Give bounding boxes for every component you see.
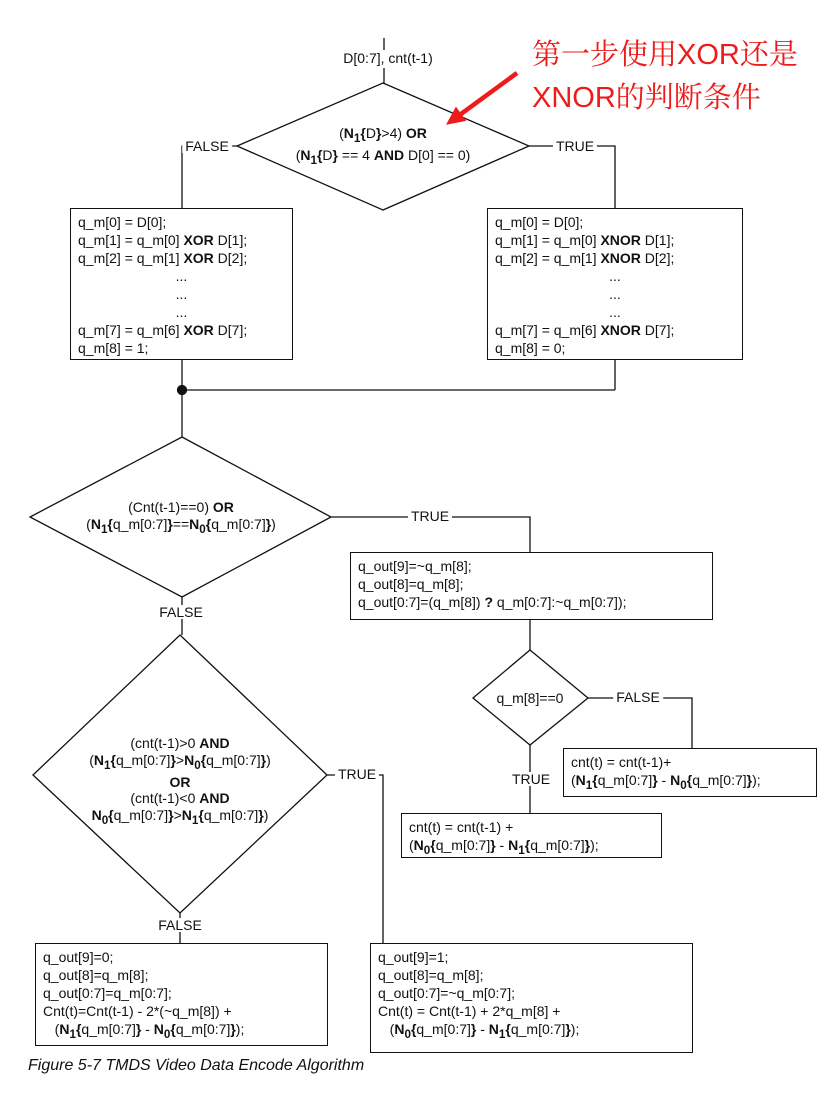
final-true-box: q_out[9]=1; q_out[8]=q_m[8]; q_out[0:7]=~q_m[0:7]; Cnt(t) = Cnt(t-1) + 2*q_m[8] + ($N_0\{q\_m[0:7]\}$ - $N_1\{q\_m[0:7]\}$); (370, 943, 693, 1053)
cnt-false-box: cnt(t) = cnt(t-1)+ ($N_1\{q\_m[0:7]\}$ - $N_0\{q\_m[0:7]\}$); (563, 748, 817, 797)
decision-1-text: $(N_1\{D\}>4)$ OR ($N_1\{D\} == 4$ AND D[0] == 0) (295, 125, 471, 168)
decision-1-true-connector (529, 146, 615, 208)
branch-label-true-3: TRUE (509, 772, 553, 786)
xor-box: q_m[0] = D[0]; q_m[1] = q_m[0] XOR D[1]; q_m[2] = q_m[1] XOR D[2]; ... ... ... q_m[7] = q_m[6] XOR D[7]; q_m[8] = 1; (70, 208, 293, 360)
branch-label-false-1: FALSE (182, 139, 232, 153)
branch-label-false-2: FALSE (156, 605, 206, 619)
annotation-line-2: XNOR的判断条件 (532, 82, 761, 114)
annotation-arrow-icon (447, 73, 517, 124)
annotation-line-1: 第一步使用XOR还是 (532, 39, 798, 71)
branch-label-true-2: TRUE (408, 509, 452, 523)
input-label: D[0:7], cnt(t-1) (343, 50, 433, 66)
xnor-box: q_m[0] = D[0]; q_m[1] = q_m[0] XNOR D[1]; q_m[2] = q_m[1] XNOR D[2]; ... ... ... q_m[7] = q_m[6] XNOR D[7]; q_m[8] = 0; (487, 208, 743, 360)
decision-2-text: (Cnt(t-1)==0) OR $(N_1\{q\_m[0:7]\}==N_0\{q\_m[0:7]\})$ (86, 499, 276, 536)
branch-label-true-4: TRUE (335, 767, 379, 781)
branch-label-false-3: FALSE (613, 690, 663, 704)
figure-caption: Figure 5-7 TMDS Video Data Encode Algorithm (28, 1057, 365, 1074)
decision-4-text: (cnt(t-1)>0 AND $(N_1\{q\_m[0:7]\}>N_0\{q\_m[0:7]\})$ OR (cnt(t-1)<0 AND $N_0\{q\_m[0:7]\}>N_1\{q\_m[0:7]\}$) (89, 735, 271, 827)
branch-label-false-4: FALSE (155, 918, 205, 932)
decision-3-false-connector (588, 698, 692, 748)
qout-invert-box: q_out[9]=~q_m[8]; q_out[8]=q_m[8]; q_out[0:7]=(q_m[8]) ? q_m[0:7]:~q_m[0:7]); (350, 552, 713, 620)
branch-label-true-1: TRUE (553, 139, 597, 153)
decision-4-true-connector (327, 775, 383, 943)
annotation-text (532, 34, 798, 120)
decision-3-text: q_m[8]==0 (496, 690, 564, 706)
final-false-box: q_out[9]=0; q_out[8]=q_m[8]; q_out[0:7]=q_m[0:7]; Cnt(t)=Cnt(t-1) - 2*(~q_m[8]) + ($N_1\{q\_m[0:7]\}$ - $N_0\{q\_m[0:7]\}$); (35, 943, 328, 1046)
decision-1-false-connector (182, 146, 237, 208)
cnt-true-box: cnt(t) = cnt(t-1) + ($N_0\{q\_m[0:7]\}$ - $N_1\{q\_m[0:7]\}$); (401, 813, 662, 858)
